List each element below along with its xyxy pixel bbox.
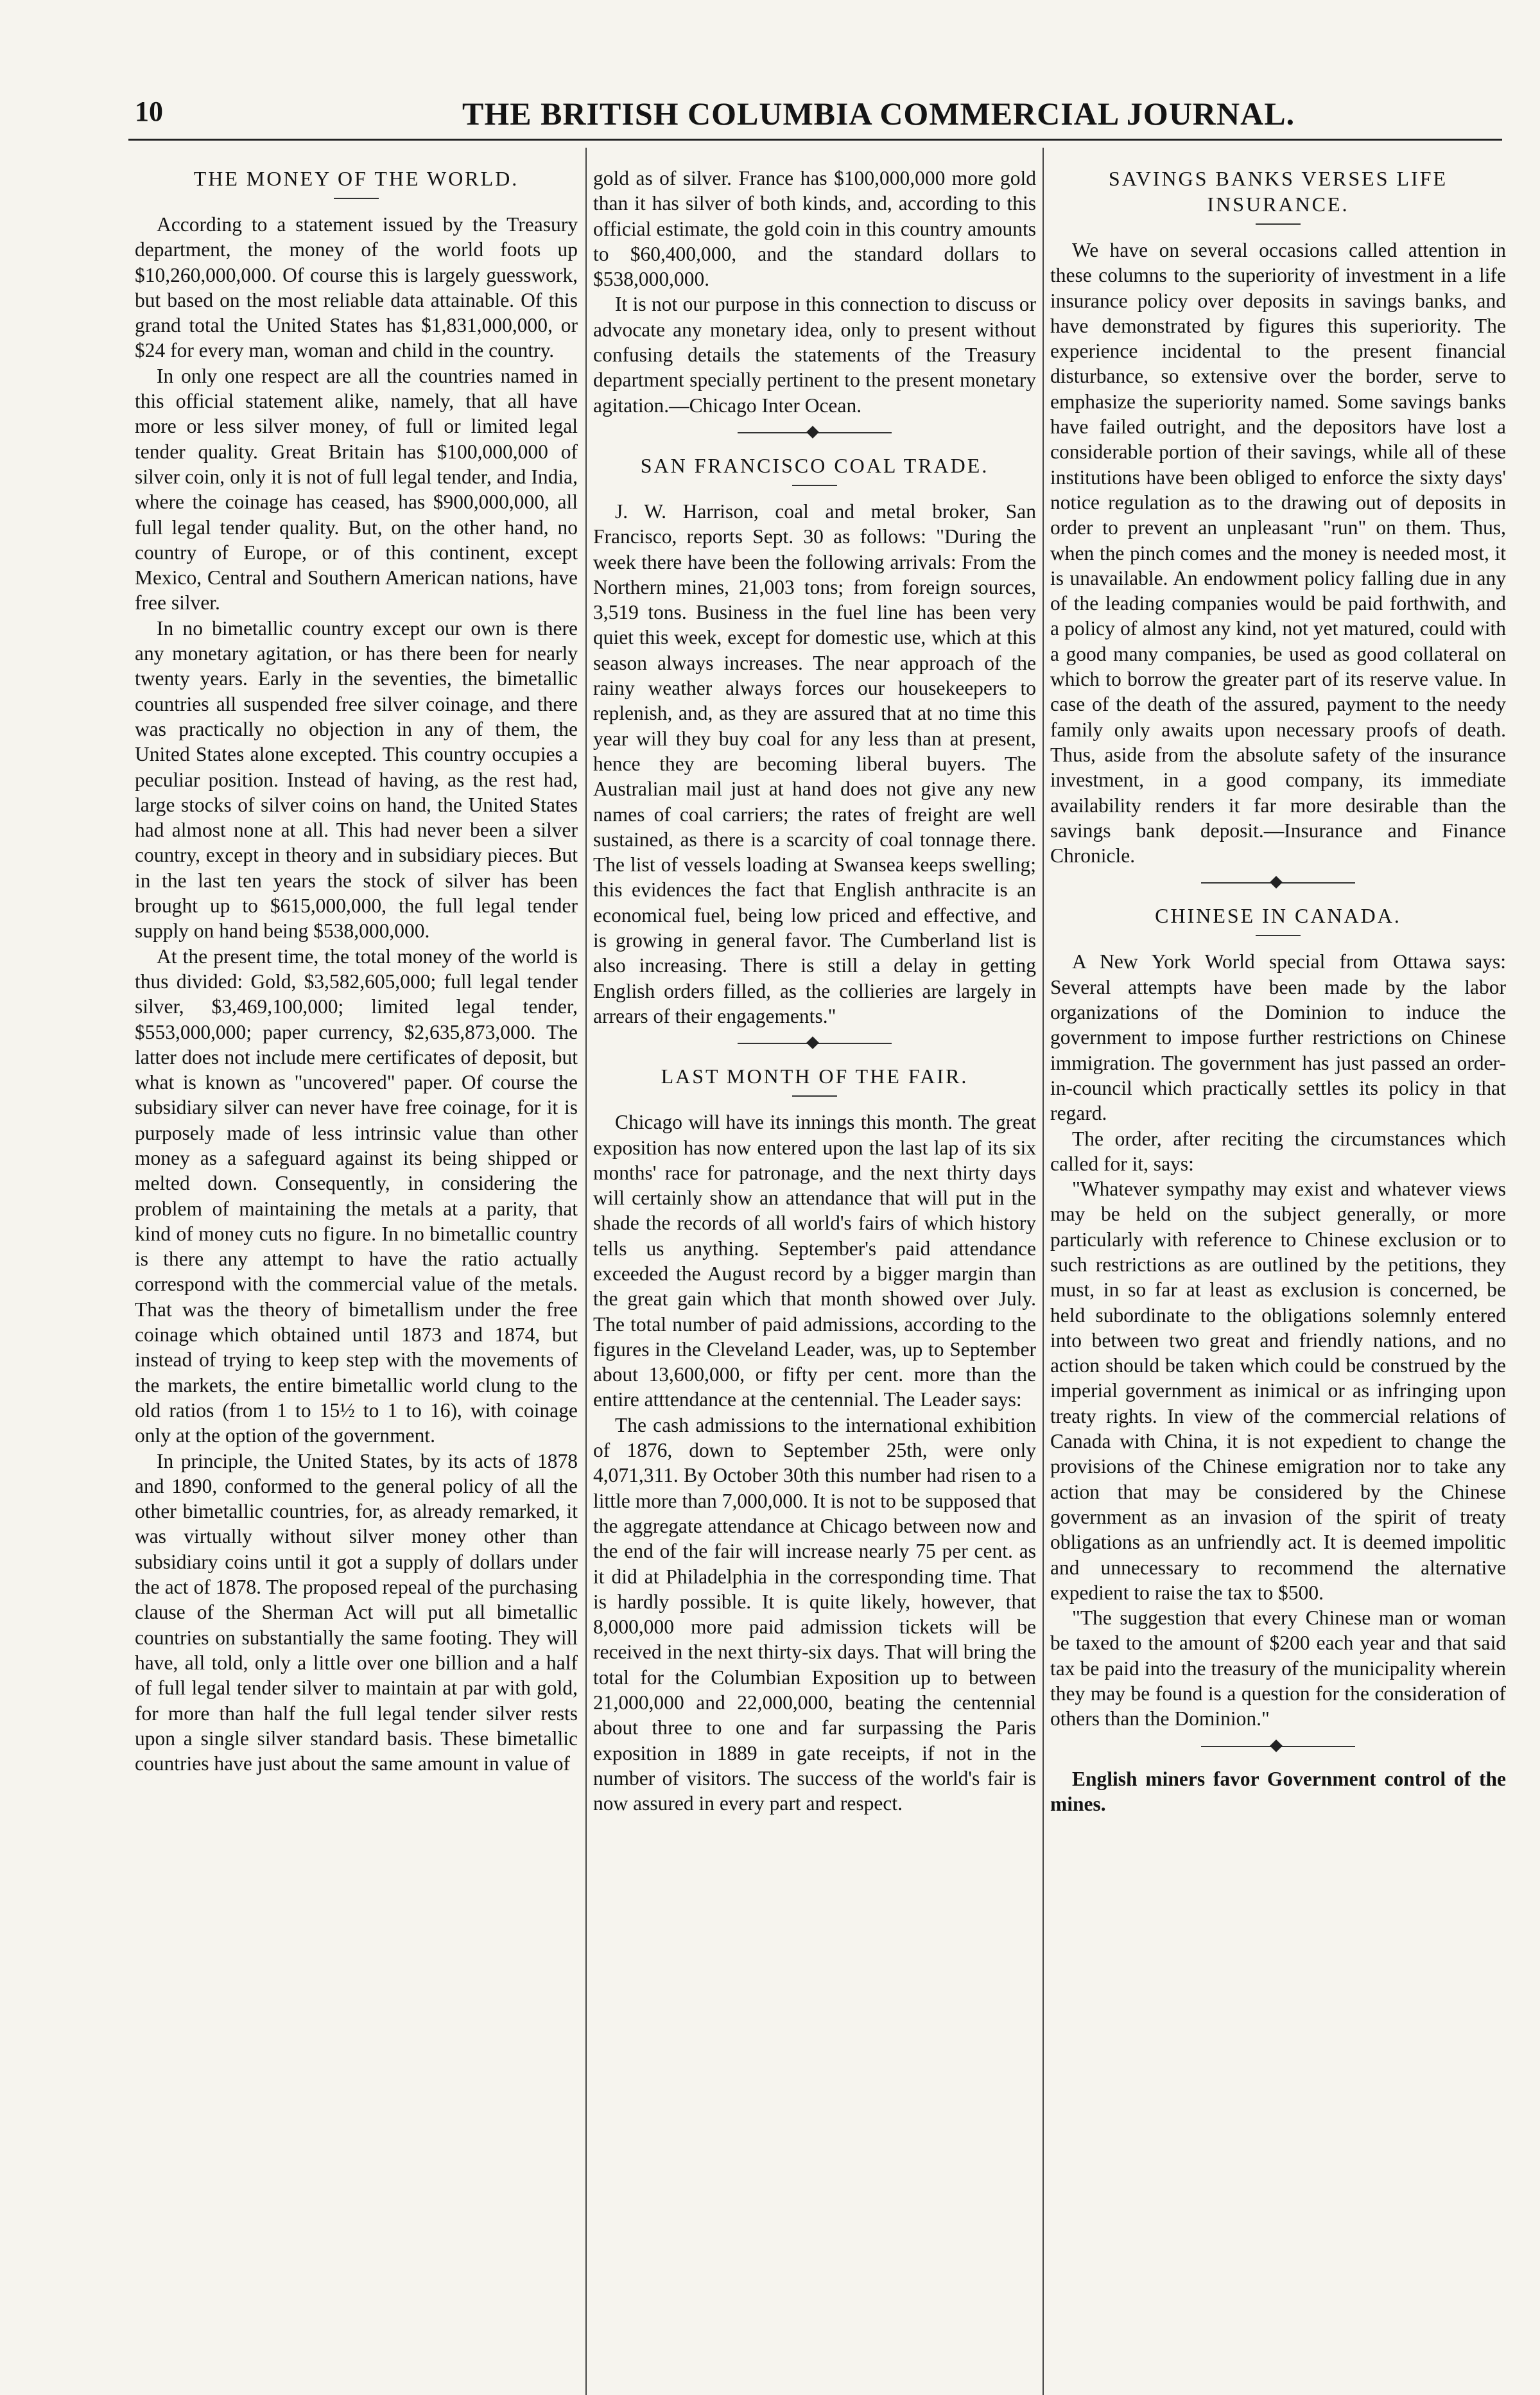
column-3 <box>1050 166 1506 2355</box>
column-divider <box>585 148 587 2395</box>
money-paragraph: According to a statement issued by the Treasury department, the money of the world foots up $10,260,000,000. Of course this is largely guesswork, but based on the most reliable data attainable. Of this grand total the United States has $1,831,000,000, or $24 for every man, woman and child in the country. <box>135 213 578 362</box>
column-2 <box>593 166 1036 2355</box>
title-dash <box>792 1095 837 1097</box>
savings-paragraph: We have on several occasions called attention in these columns to the superiority of investment in a life insurance policy over deposits in savings banks, and have demonstrated by figures this superiority. The experience incidental to the present financial disturbance, so extensive over the border, serve to emphasize the superiority named. Some savings banks have failed outright, and the depositors have lost a considerable portion of their savings, while all of these institutions have been obliged to enforce the sixty days' notice regulation as to the drawing out of deposits in order to prevent an unpleasant "run" on them. Thus, when the pinch comes and the money is needed most, it is unavailable. An endowment policy falling due in any of the leading companies would be paid forthwith, and a policy of almost any kind, not yet matured, could with a good many companies, be used as good collateral on which to borrow the greater part of its reserve value. In case of the death of the assured, payment to the needy family only awaits upon necessary proofs of death. Thus, aside from the absolute safety of the insurance investment, in a good company, its immediate availability renders it far more desirable than the savings bank deposit.—Insurance and Finance Chronicle. <box>1050 239 1506 867</box>
section-ornament <box>1201 1746 1355 1752</box>
chinese-paragraph: A New York World special from Ottawa says: Several attempts have been made by the labor organizations of the Dominion to induce the government to impose further restrictions on Chinese immigration. The government has just passed an order-in-council which practically settles its policy in that regard. <box>1050 950 1506 1125</box>
money-paragraph: In no bimetallic country except our own is there any monetary agitation, or has there been for nearly twenty years. Early in the seventies, the bimetallic countries all suspended free silver coinage, and there was practically no objection in any of them, the United States alone excepted. This country occupies a peculiar position. Instead of having, as the rest had, large stocks of silver coins on hand, the United States had almost none at all. This had never been a silver country, except in theory and in subsidiary pieces. But in the last ten years the stock of silver has been brought up to $615,000,000, the full legal tender supply on hand being $538,000,000. <box>135 616 578 943</box>
money-paragraph: In only one respect are all the countries named in this official statement alike, namely, that all have more or less silver money, of full or limited legal tender quality. Great Britain has $100,000,000 of silver coin, only it is not of full legal tender, and India, where the coinage has ceased, has $900,000,000, all full legal tender quality. But, on the other hand, no country of Europe, or of this continent, except Mexico, Central and Southern American nations, have free silver. <box>135 364 578 614</box>
money-paragraph: At the present time, the total money of the world is thus divided: Gold, $3,582,605,000; full legal tender silver, $3,469,100,000; limited legal tender, $553,000,000; paper currency, $2,635,873,000. The latter does not include mere certificates of deposit, but what is known as "uncovered" paper. Of course the subsidiary silver can never have free coinage, for it is purposely made of less intrinsic value than other money as a safeguard against its being shipped or melted down. Consequently, in considering the problem of maintaining the metals at a parity, that kind of money cuts no figure. In no bimetallic country is there any attempt to have the ratio actually correspond with the commercial value of the metals. That was the theory of bimetallism under the free coinage which obtained until 1873 and 1874, but instead of trying to keep step with the movements of the markets, the entire bimetallic world clung to the old ratios (from 1 to 15½ to 1 to 16), with coinage only at the option of the government. <box>135 945 578 1447</box>
money-paragraph: gold as of silver. France has $100,000,000 more gold than it has silver of both kinds, and, according to this official estimate, the gold coin in this country amounts to $60,400,000, and the standard dollars to $538,000,000. <box>593 167 1036 291</box>
header-rule <box>128 139 1502 141</box>
page-header <box>135 95 1496 134</box>
fair-paragraph: The cash admissions to the international exhibition of 1876, down to September 25th, were only 4,071,311. By October 30th this number had risen to a little more than 7,000,000. It is not to be supposed that the aggregate attendance at Chicago between now and the end of the fair will increase nearly 75 per cent. as it did at Philadelphia in the corresponding time. That is hardly possible. It is quite likely, however, that 8,000,000 more paid admission tickets will be received in the next thirty-six days. That will bring the total for the Columbian Exposition up to between 21,000,000 and 22,000,000, beating the centennial about three to one and far surpassing the Paris exposition in 1889 in gate receipts, if not in the number of visitors. The success of the world's fair is now assured in every part and respect. <box>593 1413 1036 1815</box>
article-title-coal: SAN FRANCISCO COAL TRADE. <box>640 453 989 477</box>
chinese-paragraph: "The suggestion that every Chinese man or woman be taxed to the amount of $200 each year and that said tax be paid into the treasury of the municipality wherein they may be found is a question for the consideration of others than the Dominion." <box>1050 1607 1506 1730</box>
page-number: 10 <box>135 96 163 127</box>
chinese-paragraph: "Whatever sympathy may exist and whatever views may be held on the subject generally, or more particularly with reference to Chinese exclusion or to such restrictions as are outlined by the petitions, they must, in so far at least as exclusion is concerned, be held subordinate to the obligations solemnly entered into between two great and friendly nations, and no action should be taken which could be construed by the imperial government as inimical or as infringing upon treaty rights. In view of the commercial relations of Canada with China, it is not expedient to change the provisions of the Chinese emigration nor to take any action that may be considered by the Chinese government as an invasion of the spirit of treaty obligations as an unfriendly act. It is deemed impolitic and unnecessary to recommend the alternative expedient to raise the tax to $500. <box>1050 1178 1506 1604</box>
title-dash <box>334 198 379 199</box>
fair-paragraph: Chicago will have its innings this month. The great exposition has now entered upon the last lap of its six months' race for patronage, and the next thirty days will certainly show an attendance that will put in the shade the records of all world's fairs of which history tells us anything. September's paid attendance exceeded the August record by a bigger margin than the great gain which that month showed over July. The total number of paid admissions, according to the figures in the Cleveland Leader, was, up to September about 13,600,000, or fifty per cent. more than the entire atttendance at the centennial. The Leader says: <box>593 1111 1036 1411</box>
article-title-money: THE MONEY OF THE WORLD. <box>193 167 519 190</box>
section-ornament <box>738 1043 892 1049</box>
title-dash <box>792 485 837 486</box>
journal-title: THE BRITISH COLUMBIA COMMERCIAL JOURNAL. <box>462 96 1295 132</box>
miners-note: English miners favor Government control of the mines. <box>1050 1767 1506 1815</box>
article-title-savings: SAVINGS BANKS VERSES LIFE INSURANCE. <box>1108 167 1448 216</box>
money-paragraph: In principle, the United States, by its acts of 1878 and 1890, conformed to the general policy of all the other bimetallic countries, for, as already remarked, it was virtually without silver money other than subsidiary coins until it got a supply of dollars under the act of 1878. The proposed repeal of the purchasing clause of the Sherman Act will put all bimetallic countries on substantially the same footing. They will have, all told, only a little over one billion and a half of full legal tender silver to maintain at par with gold, for more than half the full legal tender silver rests upon a single silver standard basis. These bimetallic countries have just about the same amount in value of <box>135 1449 578 1775</box>
article-title-chinese: CHINESE IN CANADA. <box>1155 904 1401 928</box>
article-title-fair: LAST MONTH OF THE FAIR. <box>661 1065 969 1088</box>
chinese-paragraph: The order, after reciting the circumstances which called for it, says: <box>1050 1127 1506 1175</box>
money-paragraph: It is not our purpose in this connection to discuss or advocate any monetary idea, only to present without confusing details the statements of the Treasury department specially pertinent to the present monetary agitation.—Chicago Inter Ocean. <box>593 293 1036 417</box>
column-divider <box>1043 148 1044 2395</box>
section-ornament <box>738 432 892 439</box>
column-1 <box>135 166 578 2355</box>
coal-paragraph: J. W. Harrison, coal and metal broker, San Francisco, reports Sept. 30 as follows: "During the week there have been the following arrivals: From the Northern mines, 21,003 tons; from foreign sources, 3,519 tons. Business in the fuel line has been very quiet this week, except for domestic use, which at this season always increases. The near approach of the rainy weather always forces our housekeepers to replenish, and, as they are assured that at no time this year will they buy coal for any less than at present, hence they are becoming liberal buyers. The Australian mail just at hand does not give any new names of coal carriers; the rates of freight are well sustained, as there is a scarcity of coal tonnage there. The list of vessels loading at Swansea keeps swelling; this evidences the fact that English anthracite is an economical fuel, being low priced and effective, and is growing in general favor. The Cumberland list is also increasing. There is still a delay in getting English orders filled, as the collieries are largely in arrears of their engagements." <box>593 500 1036 1027</box>
title-dash <box>1256 223 1301 225</box>
section-ornament <box>1201 882 1355 889</box>
title-dash <box>1256 935 1301 936</box>
